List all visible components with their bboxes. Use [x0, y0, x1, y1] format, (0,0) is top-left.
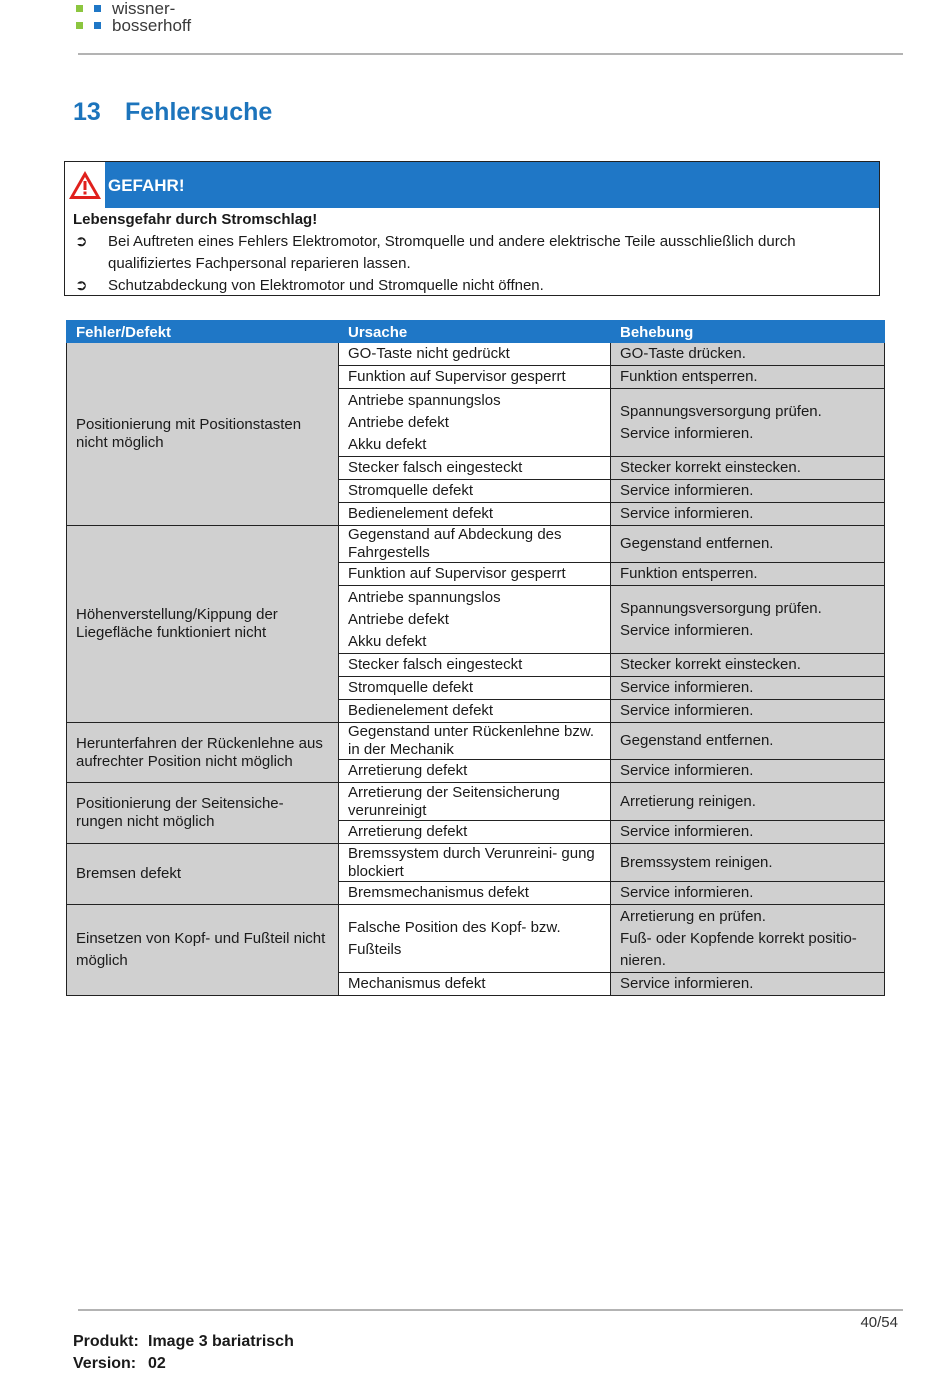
cause-cell: Arretierung defekt — [339, 821, 611, 844]
footer-product — [73, 1333, 294, 1351]
remedy-cell: Service informieren. — [611, 760, 885, 783]
remedy-cell: Bremssystem reinigen. — [611, 844, 885, 882]
version-value: 02 — [148, 1355, 166, 1372]
logo-square-icon — [76, 22, 83, 29]
cause-cell: Stromquelle defekt — [339, 677, 611, 700]
footer-version — [73, 1355, 166, 1373]
fault-cell: Einsetzen von Kopf- und Fußteil nicht möglich — [67, 905, 339, 996]
version-label: Version: — [73, 1355, 137, 1372]
remedy-cell: Spannungsversorgung prüfen. Service informieren. — [611, 586, 885, 654]
fault-cell: Positionierung der Seitensiche- rungen nicht möglich — [67, 783, 339, 844]
chapter-number: 13 — [73, 98, 101, 126]
danger-warning-box — [64, 161, 880, 296]
warning-heading: Lebensgefahr durch Stromschlag! — [73, 211, 318, 228]
chapter-heading — [73, 98, 272, 127]
table-row — [67, 526, 885, 563]
remedy-cell: Gegenstand entfernen. — [611, 723, 885, 760]
cause-cell: Bremsmechanismus defekt — [339, 882, 611, 905]
remedy-cell: Spannungsversorgung prüfen. Service informieren. — [611, 389, 885, 457]
logo-square-icon — [94, 22, 101, 29]
fault-cell: Positionierung mit Positionstasten nicht möglich — [67, 343, 339, 526]
remedy-cell: Gegenstand entfernen. — [611, 526, 885, 563]
cause-cell: Stecker falsch eingesteckt — [339, 457, 611, 480]
col-header-ursache: Ursache — [339, 321, 611, 343]
logo-square-icon — [76, 5, 83, 12]
header-divider — [78, 53, 903, 55]
warning-item-text: Schutzabdeckung von Elektromotor und Stromquelle nicht öffnen. — [108, 277, 544, 294]
remedy-cell: Arretierung reinigen. — [611, 783, 885, 821]
col-header-fehler: Fehler/Defekt — [67, 321, 339, 343]
footer-divider — [78, 1309, 903, 1311]
table-row — [67, 343, 885, 366]
remedy-cell: Funktion entsperren. — [611, 563, 885, 586]
product-label: Produkt: — [73, 1333, 139, 1350]
remedy-cell: Service informieren. — [611, 973, 885, 996]
warning-header-bar — [65, 162, 879, 208]
chapter-title: Fehlersuche — [125, 98, 273, 126]
remedy-cell: Stecker korrekt einstecken. — [611, 654, 885, 677]
remedy-cell: Service informieren. — [611, 503, 885, 526]
remedy-cell: GO-Taste drücken. — [611, 343, 885, 366]
cause-cell: Arretierung der Seitensicherung verunreinigt — [339, 783, 611, 821]
cause-cell: Antriebe spannungslos Antriebe defekt Akku defekt — [339, 389, 611, 457]
logo-square-icon — [94, 5, 101, 12]
cause-cell: Funktion auf Supervisor gesperrt — [339, 563, 611, 586]
remedy-cell: Service informieren. — [611, 480, 885, 503]
logo-text-line2: bosserhoff — [112, 16, 192, 35]
cause-cell: GO-Taste nicht gedrückt — [339, 343, 611, 366]
remedy-cell: Arretierung en prüfen. Fuß- oder Kopfende korrekt positio- nieren. — [611, 905, 885, 973]
fault-cell: Herunterfahren der Rückenlehne aus aufrechter Position nicht möglich — [67, 723, 339, 783]
product-value: Image 3 bariatrisch — [148, 1333, 294, 1350]
cause-cell: Stecker falsch eingesteckt — [339, 654, 611, 677]
page-number: 40/54 — [860, 1314, 898, 1331]
remedy-cell: Stecker korrekt einstecken. — [611, 457, 885, 480]
table-row — [67, 905, 885, 973]
remedy-cell: Service informieren. — [611, 882, 885, 905]
remedy-cell: Funktion entsperren. — [611, 366, 885, 389]
cause-cell: Mechanismus defekt — [339, 973, 611, 996]
cause-cell: Antriebe spannungslos Antriebe defekt Akku defekt — [339, 586, 611, 654]
fault-cell: Höhenverstellung/Kippung der Liegefläche funktioniert nicht — [67, 526, 339, 723]
cause-cell: Falsche Position des Kopf- bzw. Fußteils — [339, 905, 611, 973]
table-row — [67, 723, 885, 760]
fault-cell: Bremsen defekt — [67, 844, 339, 905]
troubleshooting-table — [66, 320, 885, 996]
warning-item-text: Bei Auftreten eines Fehlers Elektromotor, Stromquelle und andere elektrische Teile ausschließlich durch qualifiziertes Fachpersonal reparieren lassen. — [108, 233, 796, 272]
warning-triangle-icon — [68, 170, 102, 200]
table-header-row — [67, 321, 885, 343]
table-row — [67, 844, 885, 882]
arrow-bullet-icon: ➲ — [75, 233, 88, 250]
col-header-behebung: Behebung — [611, 321, 885, 343]
cause-cell: Stromquelle defekt — [339, 480, 611, 503]
cause-cell: Bedienelement defekt — [339, 700, 611, 723]
warning-label: GEFAHR! — [108, 176, 185, 195]
remedy-cell: Service informieren. — [611, 677, 885, 700]
remedy-cell: Service informieren. — [611, 700, 885, 723]
arrow-bullet-icon: ➲ — [75, 277, 88, 294]
warning-icon-box — [65, 162, 105, 208]
logo-text-line1: wissner- — [112, 0, 176, 18]
cause-cell: Gegenstand auf Abdeckung des Fahrgestells — [339, 526, 611, 563]
cause-cell: Funktion auf Supervisor gesperrt — [339, 366, 611, 389]
remedy-cell: Service informieren. — [611, 821, 885, 844]
table-row — [67, 783, 885, 821]
cause-cell: Bremssystem durch Verunreini- gung blockiert — [339, 844, 611, 882]
cause-cell: Bedienelement defekt — [339, 503, 611, 526]
cause-cell: Gegenstand unter Rückenlehne bzw. in der Mechanik — [339, 723, 611, 760]
cause-cell: Arretierung defekt — [339, 760, 611, 783]
